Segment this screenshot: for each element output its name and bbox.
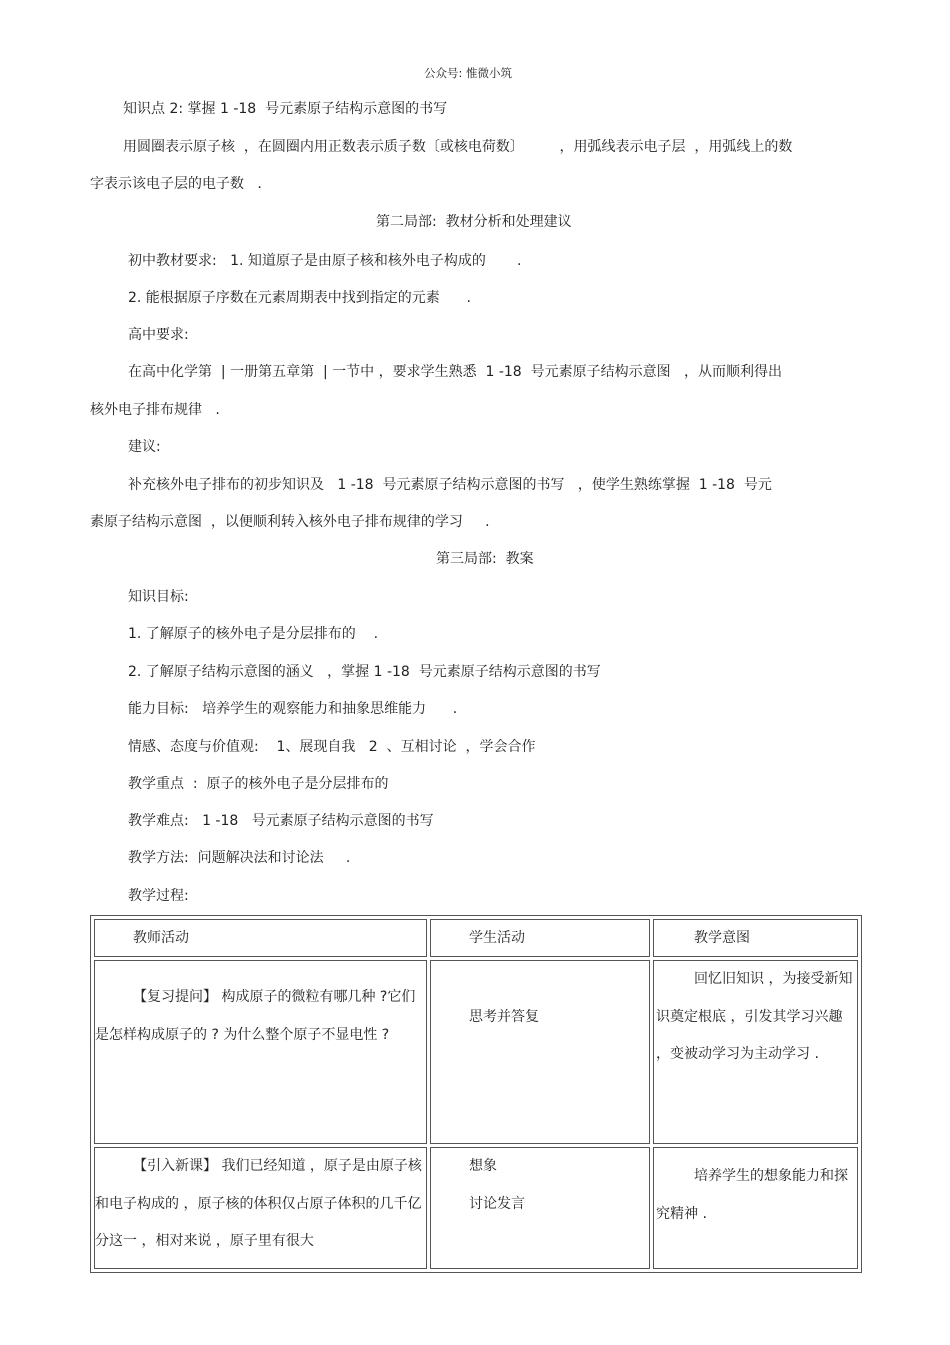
table-row: [94, 1147, 858, 1269]
paragraph-line: 教学难点: 1 -18 号元素原子结构示意图的书写: [128, 813, 434, 829]
paragraph-line: 用圆圈表示原子核 ，在圆圈内用正数表示质子数〔或核电荷数〕 ，用弧线表示电子层 ，用弧线上的数: [123, 139, 793, 155]
paragraph-line: 初中教材要求: 1. 知道原子是由原子核和核外电子构成的 .: [128, 253, 522, 269]
teacher-activity-cell: 【引入新课】 我们已经知道 ，原子是由原子核和电子构成的 ，原子核的体积仅占原子体积的几千亿分这一 ，相对来说 ，原子里有很大: [94, 1147, 427, 1269]
teacher-activity-cell: 【复习提问】 构成原子的微粒有哪几种 ?它们是怎样构成原子的 ? 为什么整个原子不显电性 ?: [94, 960, 427, 1144]
student-activity-line: 想象: [469, 1158, 497, 1174]
teaching-intent-cell: 培养学生的想象能力和探究精神 .: [653, 1147, 858, 1269]
teaching-process-table: [90, 915, 862, 1273]
paragraph-line: 2. 了解原子结构示意图的涵义 ，掌握 1 -18 号元素原子结构示意图的书写: [128, 664, 601, 680]
paragraph-line: 2. 能根据原子序数在元素周期表中找到指定的元素 .: [128, 290, 471, 306]
paragraph-line: 核外电子排布规律 .: [90, 402, 220, 418]
section-heading: 第三局部: 教案: [436, 551, 534, 567]
student-activity-line: 讨论发言: [469, 1195, 525, 1212]
paragraph-line: 能力目标: 培养学生的观察能力和抽象思维能力 .: [128, 701, 458, 717]
student-activity-cell: 思考并答复: [430, 960, 650, 1144]
paragraph-line: 高中要求:: [128, 327, 189, 343]
header-student-activity: 学生活动: [430, 919, 650, 957]
paragraph-line: 在高中化学第 | 一册第五章第 | 一节中 ，要求学生熟悉 1 -18 号元素原子结构示意图 ，从而顺利得出: [128, 364, 782, 380]
header-teaching-intent: 教学意图: [653, 919, 858, 957]
paragraph-line: 建议:: [128, 439, 161, 455]
paragraph-line: 补充核外电子排布的初步知识及 1 -18 号元素原子结构示意图的书写 ，使学生熟练掌握 1 -18 号元: [128, 477, 772, 493]
table-header-row: [94, 919, 858, 957]
header-teacher-activity: 教师活动: [94, 919, 427, 957]
paragraph-line: 情感、态度与价值观: 1、展现自我 2 、互相讨论 ，学会合作: [128, 739, 536, 755]
paragraph-line: 知识目标:: [128, 589, 189, 605]
student-activity-cell: [430, 1147, 650, 1269]
knowledge-point-line: 知识点 2: 掌握 1 -18 号元素原子结构示意图的书写: [123, 101, 448, 117]
paragraph-line: 素原子结构示意图 ，以便顺利转入核外电子排布规律的学习 .: [90, 514, 490, 530]
paragraph-line: 教学方法: 问题解决法和讨论法 .: [128, 850, 351, 866]
teaching-intent-cell: 回忆旧知识 ，为接受新知识奠定根底 ，引发其学习兴趣 ，变被动学习为主动学习 .: [653, 960, 858, 1144]
page-header: 公众号: 惟微小筑: [424, 66, 513, 80]
table-row: [94, 960, 858, 1144]
paragraph-line: 1. 了解原子的核外电子是分层排布的 .: [128, 626, 379, 642]
paragraph-line: 字表示该电子层的电子数 .: [90, 176, 262, 192]
paragraph-line: 教学重点 : 原子的核外电子是分层排布的: [128, 776, 389, 792]
paragraph-line: 教学过程:: [128, 888, 189, 904]
section-heading: 第二局部: 教材分析和处理建议: [376, 214, 572, 230]
